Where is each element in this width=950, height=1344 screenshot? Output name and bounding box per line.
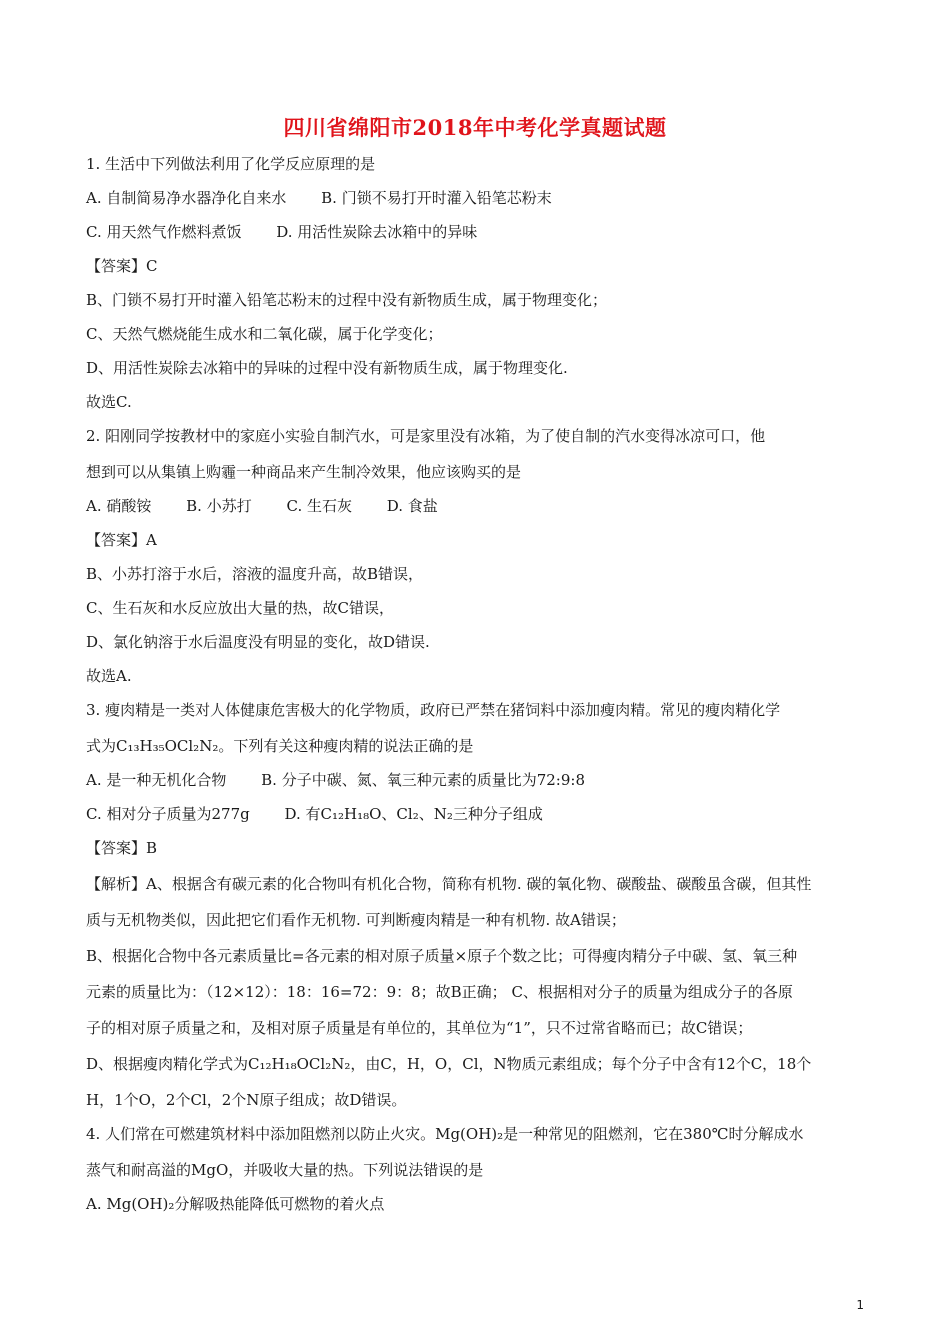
q3-option-c: C. 相对分子质量为277g	[86, 805, 250, 823]
q1-explanation-c: C、天然气燃烧能生成水和二氧化碳，属于化学变化；	[86, 325, 443, 343]
q1-option-a: A. 自制简易净水器净化自来水	[86, 189, 287, 207]
q3-analysis-line: 子的相对原子质量之和，及相对原子质量是有单位的，其单位为“1”，只不过常省略而已；故C错误；	[86, 1019, 753, 1037]
q3-option-b: B. 分子中碳、氮、氧三种元素的质量比为72:9:8	[261, 771, 585, 789]
q3-option-a: A. 是一种无机化合物	[86, 771, 227, 789]
q2-option-b: B. 小苏打	[186, 497, 252, 515]
q2-option-a: A. 硝酸铵	[86, 497, 152, 515]
q1-options-row-2	[86, 222, 876, 242]
q3-analysis-line: 元素的质量比为：（12×12）：18：16=72：9：8；故B正确； C、根据相对分子的质量为组成分子的各原	[86, 983, 793, 1001]
page-number: 1	[856, 1298, 864, 1312]
q3-analysis-line: 【解析】A、根据含有碳元素的化合物叫有机化合物，简称有机物. 碳的氧化物、碳酸盐、碳酸虽含碳，但其性	[86, 875, 812, 893]
q2-answer: 【答案】A	[86, 531, 157, 549]
q1-option-d: D. 用活性炭除去冰箱中的异味	[276, 223, 478, 241]
q2-stem-line-1: 2. 阳刚同学按教材中的家庭小实验自制汽水，可是家里没有冰箱，为了使自制的汽水变得冰凉可口，他	[86, 427, 766, 445]
q4-option-a: A. Mg(OH)₂分解吸热能降低可燃物的着火点	[86, 1195, 385, 1213]
q2-option-c: C. 生石灰	[286, 497, 352, 515]
q1-option-b: B. 门锁不易打开时灌入铅笔芯粉末	[321, 189, 552, 207]
q1-explanation-d: D、用活性炭除去冰箱中的异味的过程中没有新物质生成，属于物理变化.	[86, 359, 568, 377]
q2-stem-line-2: 想到可以从集镇上购霾一种商品来产生制冷效果，他应该购买的是	[86, 463, 522, 481]
page-title: 四川省绵阳市2018年中考化学真题试题	[283, 115, 667, 140]
q3-options-row-2	[86, 804, 876, 824]
q2-explanation-d: D、氯化钠溶于水后温度没有明显的变化，故D错误.	[86, 633, 430, 651]
q1-conclusion: 故选C.	[86, 393, 132, 411]
q2-conclusion: 故选A.	[86, 667, 132, 685]
q4-stem-line-1: 4. 人们常在可燃建筑材料中添加阻燃剂以防止火灾。Mg(OH)₂是一种常见的阻燃剂，它在380℃时分解成水	[86, 1125, 804, 1143]
q3-analysis-line: 质与无机物类似，因此把它们看作无机物. 可判断瘦肉精是一种有机物. 故A错误；	[86, 911, 626, 929]
q1-explanation-b: B、门锁不易打开时灌入铅笔芯粉末的过程中没有新物质生成，属于物理变化；	[86, 291, 608, 309]
q3-options-row-1	[86, 770, 876, 790]
q2-option-d: D. 食盐	[386, 497, 438, 515]
q4-stem-line-2: 蒸气和耐高溢的MgO，并吸收大量的热。下列说法错误的是	[86, 1161, 484, 1179]
q1-option-c: C. 用天然气作燃料煮饭	[86, 223, 242, 241]
q2-explanation-c: C、生石灰和水反应放出大量的热，故C错误，	[86, 599, 394, 617]
q1-answer: 【答案】C	[86, 257, 158, 275]
q3-answer: 【答案】B	[86, 839, 158, 857]
q2-explanation-b: B、小苏打溶于水后，溶液的温度升高，故B错误，	[86, 565, 424, 583]
q3-stem-line-2: 式为C₁₃H₃₅OCl₂N₂。下列有关这种瘦肉精的说法正确的是	[86, 737, 474, 755]
q2-options	[86, 496, 876, 516]
q3-stem-line-1: 3. 瘦肉精是一类对人体健康危害极大的化学物质，政府已严禁在猪饲料中添加瘦肉精。常见的瘦肉精化学	[86, 701, 781, 719]
q3-analysis-line: B、根据化合物中各元素质量比=各元素的相对原子质量×原子个数之比；可得瘦肉精分子中碳、氢、氧三种	[86, 947, 798, 965]
q1-options-row-1	[86, 188, 876, 208]
q1-stem: 1. 生活中下列做法利用了化学反应原理的是	[86, 155, 376, 173]
q3-analysis-line: D、根据瘦肉精化学式为C₁₂H₁₈OCl₂N₂，由C，H，O，Cl，N物质元素组成；每个分子中含有12个C，18个	[86, 1055, 812, 1073]
q3-option-d: D. 有C₁₂H₁₈O、Cl₂、N₂三种分子组成	[284, 805, 543, 823]
q3-analysis-line: H，1个O，2个Cl，2个N原子组成；故D错误。	[86, 1091, 407, 1109]
